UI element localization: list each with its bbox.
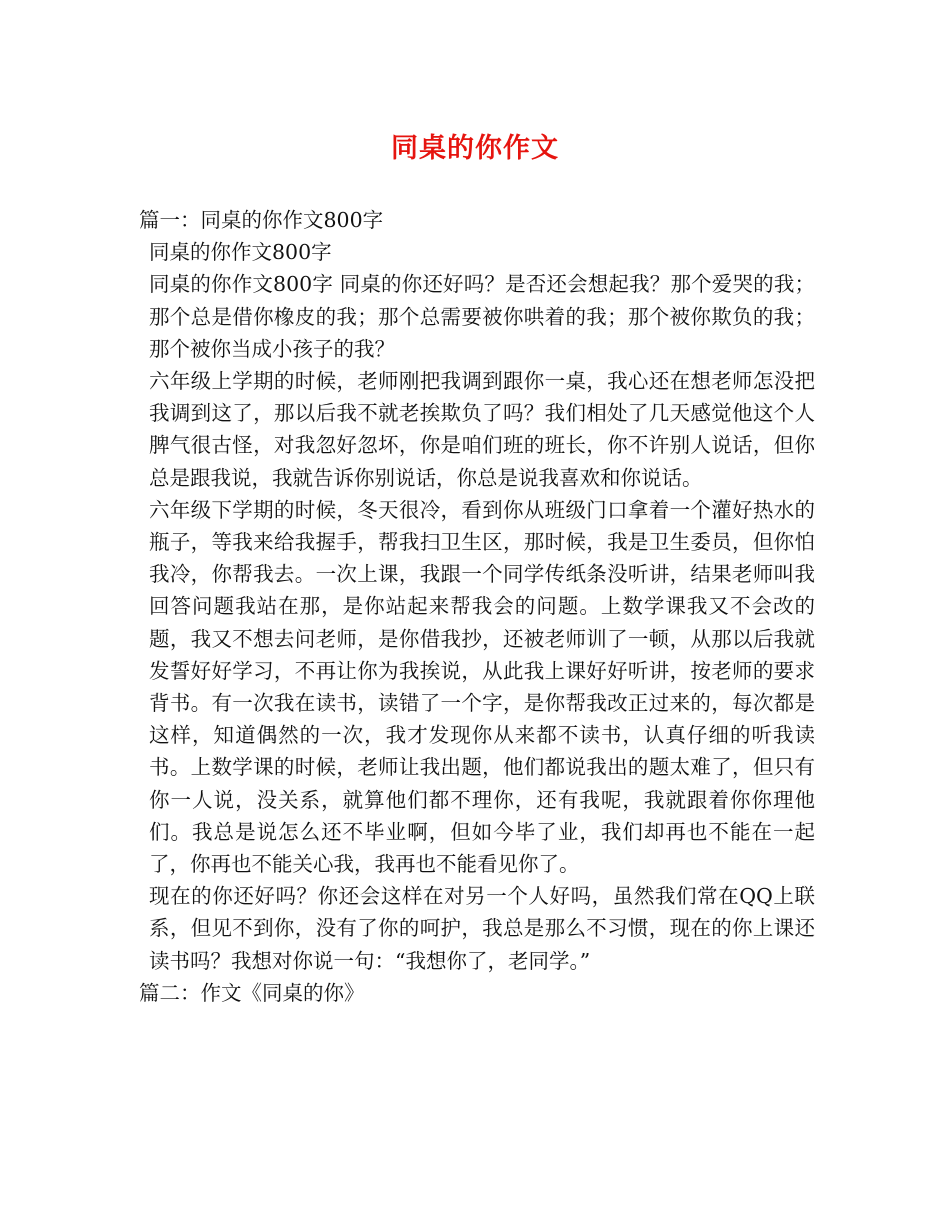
section-heading-1: 篇一：同桌的你作文800字 <box>139 208 384 232</box>
document-body <box>139 204 815 1009</box>
section-heading-2: 篇二：作文《同桌的你》 <box>139 980 365 1005</box>
paragraph-now: 现在的你还好吗？你还会这样在对另一个人好吗，虽然我们常在QQ上联系，但见不到你，没有了你的呵护，我总是那么不习惯，现在的你上课还读书吗？我想对你说一句：“我想你了，老同学。” <box>149 884 815 973</box>
paragraph-intro: 同桌的你作文800字 同桌的你还好吗？是否还会想起我？那个爱哭的我；那个总是借你橡皮的我；那个总需要被你哄着的我；那个被你欺负的我；那个被你当成小孩子的我？ <box>149 272 815 361</box>
essay-subtitle: 同桌的你作文800字 <box>149 240 332 265</box>
document-title: 同桌的你作文 <box>391 133 559 164</box>
paragraph-grade6-second-term: 六年级下学期的时候，冬天很冷，看到你从班级门口拿着一个灌好热水的瓶子，等我来给我握手，帮我扫卫生区，那时候，我是卫生委员，但你怕我冷，你帮我去。一次上课，我跟一个同学传纸条没听讲，结果老师叫我回答问题我站在那，是你站起来帮我会的问题。上数学课我又不会改的题，我又不想去问老师，是你借我抄，还被老师训了一顿，从那以后我就发誓好好学习，不再让你为我挨说，从此我上课好好听讲，按老师的要求背书。有一次我在读书，读错了一个字，是你帮我改正过来的，每次都是这样，知道偶然的一次，我才发现你从来都不读书，认真仔细的听我读书。上数学课的时候，老师让我出题，他们都说我出的题太难了，但只有你一人说，没关系，就算他们都不理你，还有我呢，我就跟着你你理他们。我总是说怎么还不毕业啊，但如今毕了业，我们却再也不能在一起了，你再也不能关心我，我再也不能看见你了。 <box>149 497 815 877</box>
paragraph-grade6-first-term: 六年级上学期的时候，老师刚把我调到跟你一桌，我心还在想老师怎没把我调到这了，那以后我不就老挨欺负了吗？我们相处了几天感觉他这个人脾气很古怪，对我忽好忽坏，你是咱们班的班长，你不许别人说话，但你总是跟我说，我就告诉你别说话，你总是说我喜欢和你说话。 <box>149 369 815 490</box>
